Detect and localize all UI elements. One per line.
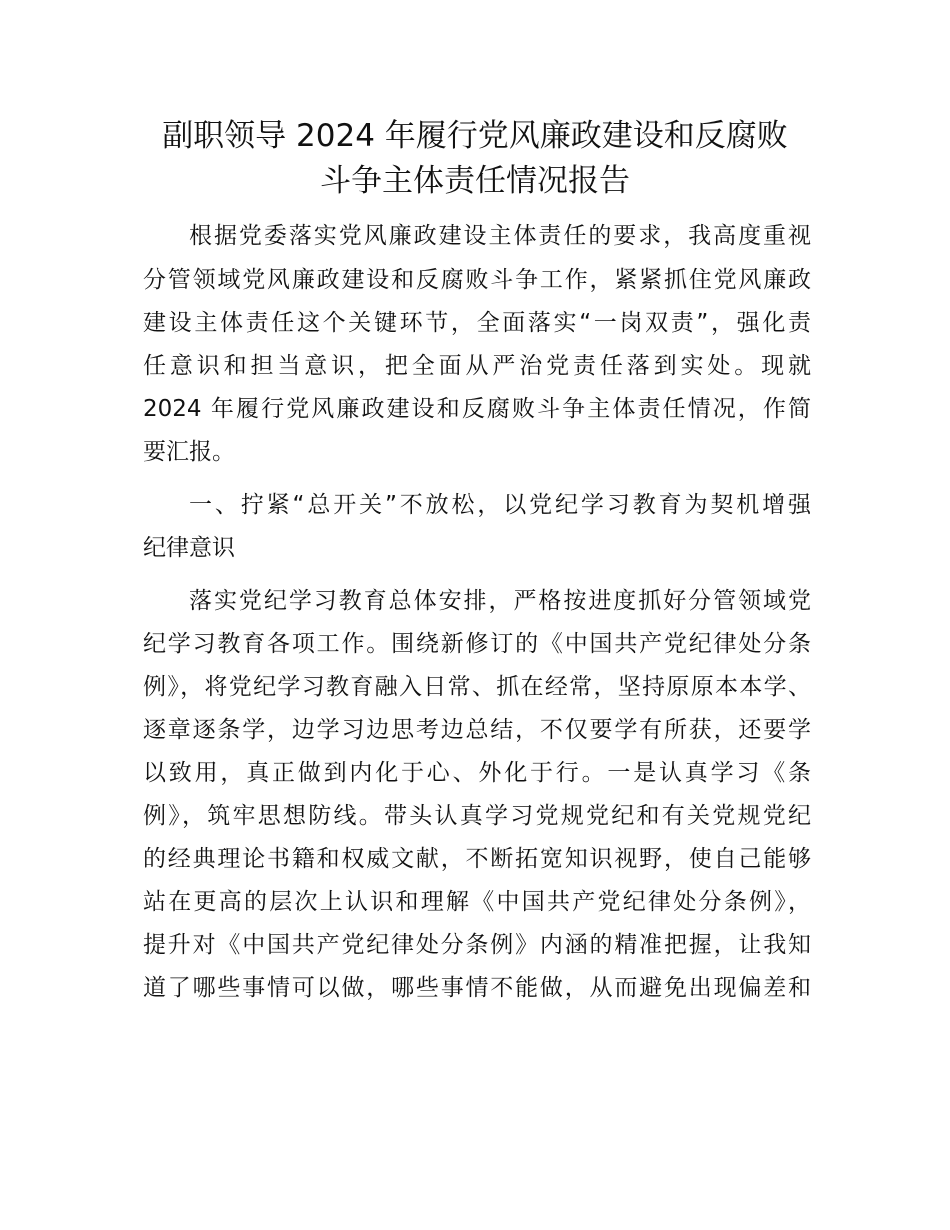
- paragraph-1-line-6: 要汇报。: [143, 439, 235, 465]
- paragraph-3-line-7: 的经典理论书籍和权威文献，不断拓宽知识视野，使自己能够: [143, 846, 811, 872]
- section-heading-1-line-2: 纪律意识: [143, 535, 235, 561]
- document-title-line-1: 副职领导 2024 年履行党风廉政建设和反腐败: [162, 118, 788, 154]
- document-title-line-2: 斗争主体责任情况报告: [320, 163, 630, 199]
- paragraph-1-line-5: 2024 年履行党风廉政建设和反腐败斗争主体责任情况，作简: [143, 396, 811, 422]
- paragraph-3-line-5: 以致用，真正做到内化于心、外化于行。一是认真学习《条: [143, 760, 811, 786]
- paragraph-1-line-2: 分管领域党风廉政建设和反腐败斗争工作，紧紧抓住党风廉政: [143, 267, 811, 293]
- section-heading-1-line-1: 一、拧紧“总开关”不放松，以党纪学习教育为契机增强: [189, 492, 811, 518]
- paragraph-1-line-3: 建设主体责任这个关键环节，全面落实“一岗双责”，强化责: [143, 310, 811, 336]
- paragraph-3-line-6: 例》，筑牢思想防线。带头认真学习党规党纪和有关党规党纪: [143, 803, 811, 829]
- paragraph-3-line-9: 提升对《中国共产党纪律处分条例》内涵的精准把握，让我知: [143, 932, 811, 958]
- paragraph-1-line-1: 根据党委落实党风廉政建设主体责任的要求，我高度重视: [189, 223, 811, 249]
- paragraph-3-line-10: 道了哪些事情可以做，哪些事情不能做，从而避免出现偏差和: [143, 975, 811, 1001]
- paragraph-1-line-4: 任意识和担当意识，把全面从严治党责任落到实处。现就: [143, 353, 811, 379]
- paragraph-3-line-8: 站在更高的层次上认识和理解《中国共产党纪律处分条例》，: [143, 889, 811, 915]
- paragraph-3-line-3: 例》，将党纪学习教育融入日常、抓在经常，坚持原原本本学、: [143, 674, 811, 700]
- paragraph-3-line-1: 落实党纪学习教育总体安排，严格按进度抓好分管领域党: [189, 588, 811, 614]
- paragraph-3-line-2: 纪学习教育各项工作。围绕新修订的《中国共产党纪律处分条: [143, 631, 811, 657]
- paragraph-3-line-4: 逐章逐条学，边学习边思考边总结，不仅要学有所获，还要学: [143, 717, 811, 743]
